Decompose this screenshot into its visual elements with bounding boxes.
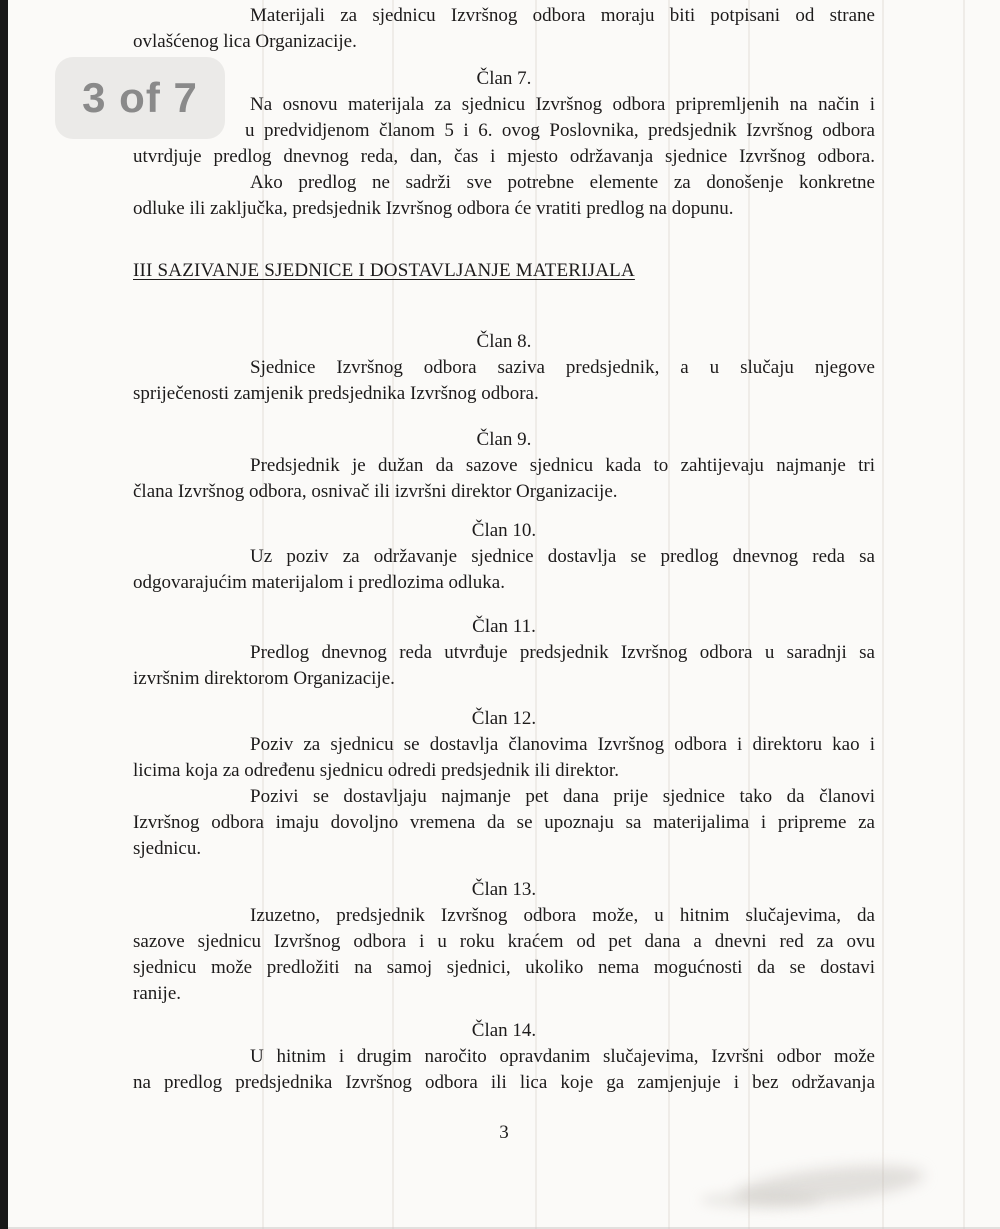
document-line: Ako predlog ne sadrži sve potrebne elemente za donošenje konkretne xyxy=(250,172,875,193)
document-line: sazove sjednicu Izvršnog odbora i u roku kraćem od pet dana a dnevni red za ovu xyxy=(133,931,875,952)
document-line: Predsjednik je dužan da sazove sjednicu kada to zahtijevaju najmanje tri xyxy=(250,455,875,476)
document-line: Izuzetno, predsjednik Izvršnog odbora može, u hitnim slučajevima, da xyxy=(250,905,875,926)
document-line: Pozivi se dostavljaju najmanje pet dana prije sjednice tako da članovi xyxy=(250,786,875,807)
document-line: Uz poziv za održavanje sjednice dostavlja se predlog dnevnog reda sa xyxy=(250,546,875,567)
page-indicator-label: 3 of 7 xyxy=(82,74,198,121)
scan-smudge xyxy=(734,1158,927,1212)
scan-streak xyxy=(963,0,965,1229)
article-title: Član 13. xyxy=(471,879,537,900)
document-line: U hitnim i drugim naročito opravdanim slučajevima, Izvršni odbor može xyxy=(250,1046,875,1067)
document-line: Sjednice Izvršnog odbora saziva predsjednik, a u slučaju njegove xyxy=(250,357,875,378)
document-line: odluke ili zaključka, predsjednik Izvršnog odbora će vratiti predlog na dopunu. xyxy=(133,198,734,219)
document-line: člana Izvršnog odbora, osnivač ili izvršni direktor Organizacije. xyxy=(133,481,618,502)
document-line: Izvršnog odbora imaju dovoljno vremena da se upoznaju sa materijalima i pripreme za xyxy=(133,812,875,833)
document-line: utvrdjuje predlog dnevnog reda, dan, čas i mjesto održavanja sjednice Izvršnog odbora. xyxy=(133,146,875,167)
document-line: ranije. xyxy=(133,983,182,1004)
document-line: spriječenosti zamjenik predsjednika Izvršnog odbora. xyxy=(133,383,539,404)
document-line: u predvidjenom članom 5 i 6. ovog Poslovnika, predsjednik Izvršnog odbora xyxy=(245,120,875,141)
document-line: odgovarajućim materijalom i predlozima odluka. xyxy=(133,572,505,593)
section-heading: III SAZIVANJE SJEDNICE I DOSTAVLJANJE MATERIJALA xyxy=(133,260,635,281)
article-title: Član 9. xyxy=(476,429,532,450)
document-line: izvršnim direktorom Organizacije. xyxy=(133,668,395,689)
article-title: Član 10. xyxy=(471,520,537,541)
article-title: Član 14. xyxy=(471,1020,537,1041)
document-line: licima koja za određenu sjednicu odredi predsjednik ili direktor. xyxy=(133,760,619,781)
document-line: Poziv za sjednicu se dostavlja članovima Izvršnog odbora i direktoru kao i xyxy=(250,734,875,755)
document-line: na predlog predsjednika Izvršnog odbora ili lica koje ga zamjenjuje i bez održavanja xyxy=(133,1072,875,1093)
article-title: Član 12. xyxy=(471,708,537,729)
document-line: sjednicu može predložiti na samoj sjednici, ukoliko nema mogućnosti da se dostavi xyxy=(133,957,875,978)
document-line: sjednicu. xyxy=(133,838,202,859)
document-line: Na osnovu materijala za sjednicu Izvršnog odbora pripremljenih na način i xyxy=(250,94,875,115)
document-line: ovlašćenog lica Organizacije. xyxy=(133,31,357,52)
article-title: Član 11. xyxy=(472,616,536,637)
left-edge-strip xyxy=(0,0,8,1229)
document-text-column xyxy=(133,3,875,1146)
article-title: Član 7. xyxy=(476,68,532,89)
page-indicator-badge xyxy=(55,57,225,139)
scan-streak xyxy=(882,0,884,1229)
article-title: Član 8. xyxy=(476,331,532,352)
page-number: 3 xyxy=(499,1122,509,1143)
document-line: Materijali za sjednicu Izvršnog odbora moraju biti potpisani od strane xyxy=(250,5,875,26)
scan-smudge xyxy=(700,1192,820,1208)
document-line: Predlog dnevnog reda utvrđuje predsjednik Izvršnog odbora u saradnji sa xyxy=(250,642,875,663)
